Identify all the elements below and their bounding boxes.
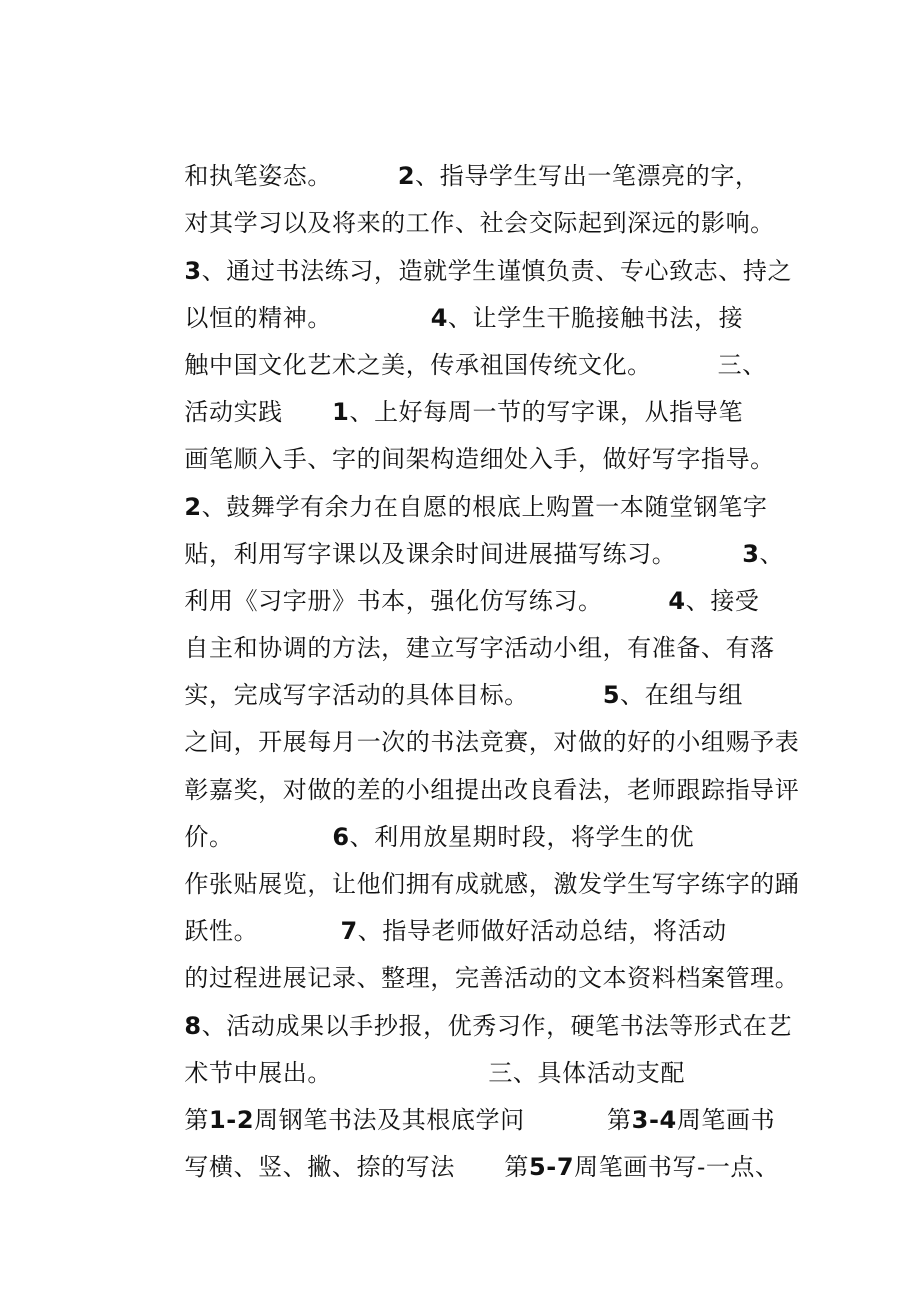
text-run: 作张贴展览，让他们拥有成就感，激发学生写字练字的踊 (184, 870, 800, 899)
text-run: 价。 (184, 822, 333, 851)
item-number: 4 (668, 586, 686, 615)
week-range: 1-2 (208, 1105, 255, 1134)
text-run: 自主和协调的方法，建立写字活动小组，有准备、有落 (184, 634, 775, 663)
text-run: 以恒的精神。 (184, 303, 431, 332)
text-run: 、 (759, 539, 785, 568)
text-run: 利用《习字册》书本，强化仿写练习。 (184, 586, 669, 615)
item-number: 6 (332, 822, 350, 851)
text-run: 、上好每周一节的写字课，从指导笔 (349, 398, 744, 427)
text-run: 对其学习以及将来的工作、社会交际起到深远的影响。 (184, 209, 775, 238)
week-range: 5-7 (528, 1153, 575, 1182)
item-number: 2 (397, 162, 416, 191)
text-run: 、让学生干脆接触书法，接 (448, 303, 744, 332)
text-run: 、在组与组 (620, 681, 744, 710)
text-run: 之间，开展每月一次的书法竞赛，对做的好的小组赐予表 (184, 728, 800, 757)
item-number: 4 (430, 303, 449, 332)
text-run: 、鼓舞学有余力在自愿的根底上购置一本随堂钢笔字 (201, 492, 768, 521)
item-number: 1 (332, 398, 350, 427)
text-line (135, 106, 815, 191)
text-run: 、指导学生写出一笔漂亮的字， (415, 162, 760, 191)
text-run: 、活动成果以手抄报，优秀习作，硬笔书法等形式在艺 (201, 1011, 793, 1040)
item-number: 8 (184, 1011, 202, 1040)
text-run: 画笔顺入手、字的间架构造细处入手，做好写字指导。 (184, 445, 775, 474)
text-run: 第 (184, 1105, 209, 1134)
text-run: 彰嘉奖，对做的差的小组提出改良看法，老师跟踪指导评 (184, 775, 800, 804)
item-number: 3 (184, 256, 202, 285)
text-run: 、通过书法练习，造就学生谨慎负责、专心致志、持之 (201, 256, 793, 285)
text-run: 活动实践 (184, 398, 333, 427)
item-number: 5 (602, 681, 621, 710)
item-number: 2 (184, 492, 202, 521)
text-run: 、利用放星期时段，将学生的优 (349, 822, 695, 851)
body-text (135, 106, 815, 1182)
text-run: 实，完成写字活动的具体目标。 (184, 681, 603, 710)
text-run: 、指导老师做好活动总结，将活动 (357, 917, 727, 946)
text-run: 写横、竖、撇、捺的写法 第 (184, 1153, 529, 1182)
item-number: 7 (340, 917, 358, 946)
text-run: 和执笔姿态。 (184, 162, 398, 191)
text-run: 周钢笔书法及其根底学问 第 (254, 1105, 632, 1134)
text-run: 、接受 (685, 586, 760, 615)
text-run: 周笔画书 (676, 1105, 776, 1134)
text-run: 跃性。 (184, 917, 341, 946)
text-run: 贴，利用写字课以及课余时间进展描写练习。 (184, 539, 743, 568)
text-run: 的过程进展记录、整理，完善活动的文本资料档案管理。 (184, 964, 800, 993)
week-range: 3-4 (631, 1105, 677, 1134)
text-run: 术节中展出。 三、具体活动支配 (184, 1058, 686, 1087)
item-number: 3 (742, 539, 760, 568)
text-run: 周笔画书写-一点、 (574, 1153, 780, 1182)
text-run: 触中国文化艺术之美，传承祖国传统文化。 三、 (184, 350, 767, 379)
